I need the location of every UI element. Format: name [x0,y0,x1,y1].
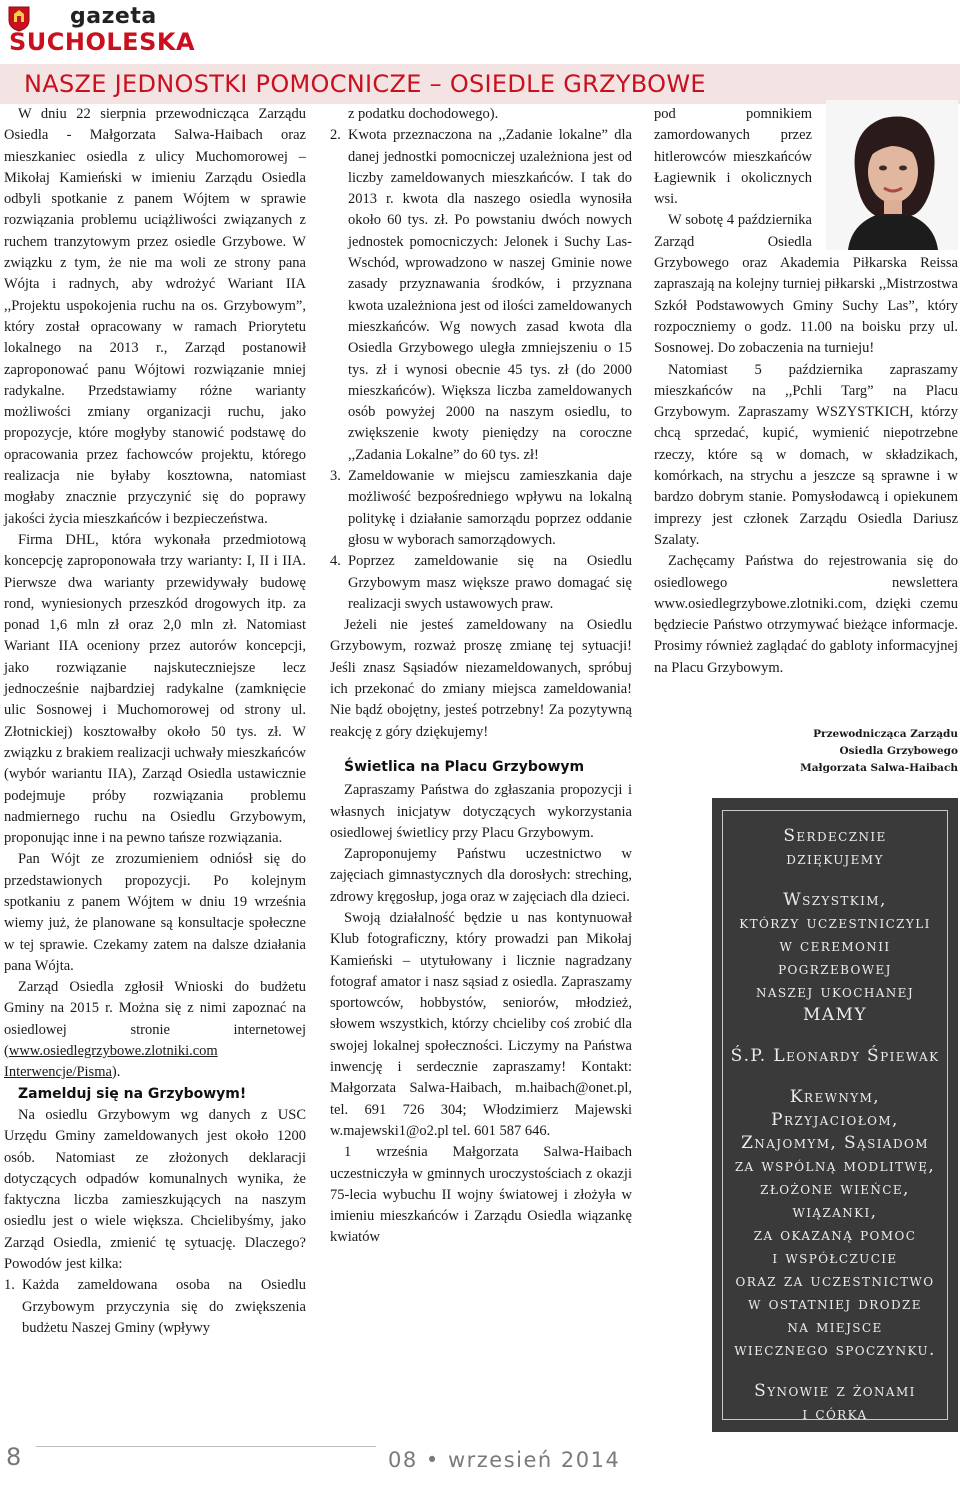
condolence-block-all [723,889,947,1027]
paragraph: 1 września Małgorzata Salwa-Haibach uczestniczyła w gminnych uroczystościach z okazji 75-lecia wybuchu II wojny światowej i złożyła w imieniu mieszkańców i Zarządu Osiedla wiązankę kwiatów [330,1144,632,1246]
issue-date: 08 • wrzesień 2014 [388,1448,621,1472]
subheading: Świetlica na Placu Grzybowym [344,758,585,775]
paragraph: Zapraszamy Państwa do zgłaszania propozycji i własnych inicjatyw dotyczących wykorzystania osiedlowej świetlicy przy Placu Grzybowym. [330,782,632,841]
condolence-line: na miejsce [787,1317,883,1337]
signature-block [800,726,958,777]
condolence-line: i córka [802,1404,868,1424]
list-item-text: Każda zameldowana osoba na Osiedlu Grzybowym przyczynia się do zwiększenia budżetu Naszej Gminy (wpływy [22,1277,306,1336]
portrait-photo [826,100,958,250]
paragraph: W dniu 22 sierpnia przewodnicząca Zarządu Osiedla - Małgorzata Salwa-Haibach oraz mieszkaniec osiedla z ulicy Muchomorowej – Mikołaj Kamieński w imieniu Zarządu Osiedla odbyli spotkanie z panem Wójtem w sprawie rozwiązania problemu uciążliwości związanych z ruchem tranzytowym przez osiedle Grzybowe. W związku z tym, że nie ma woli ze strony pana Wójta i radnych, aby wdrożyć Wariant IIA ,,Projektu uspokojenia ruchu na os. Grzybowym”, który został opracowany w ramach Priorytetu lokalnego na 2013 r., Zarząd postanowił zaproponować panu Wójtowi rozwiązanie mniej radykalne. Przedstawiamy różne warianty możliwości zmiany organizacji ruchu, jako propozycje, które mogłyby stanowić podstawę do opracowania przez fachowców projektu, którego realizacja nie byłaby kosztowna, natomiast mogłaby znacznie przyczynić się do poprawy jakości życia mieszkańców i bezpieczeństwa. [4,106,306,527]
condolence-line: wiecznego spoczynku. [734,1340,936,1360]
list-item-text: Zameldowanie w miejscu zamieszkania daje możliwość bezpośredniego wpływu na lokalną politykę i działanie samorządu poprzez oddanie głosu w wyborach samorządowych. [348,468,632,548]
subheading: Zamelduj się na Grzybowym! [18,1085,247,1102]
paragraph: Swoją działalność będzie u nas kontynuował Klub fotograficzny, który prowadzi pan Mikołaj Kamieński – utytułowany i licznie nagradzany fotograf amator i nasz sąsiad z osiedla. Zapraszamy sportowców, hobbystów, seniorów, młodzież, słowem wszystkich, którzy chcieliby coś zrobić dla swojej lokalnej społeczności. Liczymy na Państwa inwencję i serdecznie zapraszamy! Kontakt: Małgorzata Salwa-Haibach, m.haibach@onet.pl, tel. 691 726 304; Włodzimierz Majewski w.majewski1@o2.pl tel. 601 587 646. [330,909,632,1139]
list-item-text: Kwota przeznaczona na ,,Zadanie lokalne” dla danej jednostki pomocniczej uzależniona jest od liczby zameldowanych mieszkańców. I tak do 2013 r. kwota dla naszego osiedla wynosiła około 60 tys. zł. Po powstaniu dwóch nowych jednostek pomocniczych: Jelonek i Suchy Las-Wschód, wprowadzono w naszej Gminie nowe zasady przyznawania środków, i przyznana kwota uzależniona jest od ilości zameldowanych mieszkańców. Wg nowych zasad kwota dla Osiedla Grzybowego uległa zmniejszeniu o 15 tys. zł i wynosi obecnie 45 tys. zł (do 2000 mieszkańców). Większa liczba zameldowanych osób powyżej 2000 na naszym osiedlu, to zwiększenie kwoty pieniędzy na coroczne ,,Zadania Lokalne” do 60 tys. zł! [348,127,632,463]
condolence-line: Serdecznie [783,826,887,846]
section-title: NASZE JEDNOSTKI POMOCNICZE – OSIEDLE GRZYBOWE [24,70,706,98]
paragraph: Zachęcamy Państwa do rejestrowania się do osiedlowego newslettera www.osiedlegrzybowe.zlotniki.com, dzięki czemu będziecie Państwo otrzymywać bieżące informacje. Prosimy również zaglądać do gabloty informacyjnej na Placu Grzybowym. [654,553,958,676]
condolence-line: Wszystkim, [783,890,887,910]
condolence-line: w ceremonii pogrzebowej [778,936,892,979]
portrait-image [826,100,958,250]
condolence-block-signed [723,1380,947,1426]
signature-org: Osiedla Grzybowego [839,745,958,757]
condolence-line: złożone wieńce, [760,1179,910,1199]
condolence-frame [722,810,948,1424]
condolence-line: Synowie z żonami [754,1381,916,1401]
footer-divider [36,1446,376,1447]
paragraph: Natomiast 5 października zapraszamy mieszkańców na ,,Pchli Targ” na Placu Grzybowym. Zapraszamy WSZYSTKICH, którzy chcą sprzedać, kupić, wymienić niepotrzebne rzeczy, które są w domach, w składzikach, komórkach, na strychu a jeszcze są sprawne i w bardzo dobrym stanie. Pomysłodawcą i opiekunem imprezy jest członek Zarządu Osiedla Dariusz Szalaty. [654,361,958,548]
article-column-1 [4,104,306,1339]
condolence-line: w ostatniej drodze [748,1294,922,1314]
paragraph: Zaproponujemy Państwu uczestnictwo w zajęciach gimnastycznych dla dorosłych: streching, zdrowy kręgosłup, joga oraz w zajęciach dla dzieci. [330,846,632,905]
list-item-continued: z podatku dochodowego). [348,106,499,122]
condolence-line: Znajomym, Sąsiadom [741,1133,929,1153]
condolence-line: za okazaną pomoc [753,1225,917,1245]
list-number: 2. [330,127,341,144]
condolence-line: za wspólną modlitwę, [734,1156,936,1176]
condolence-line: naszej ukochanej MAMY [755,982,915,1025]
article-column-2 [330,104,632,1249]
masthead-logo [8,4,196,56]
signature-title: Przewodnicząca Zarządu [813,728,958,740]
paragraph: pod pomnikiem zamordowanych przez hitlerowców mieszkańców Łagiewnik i okolicznych wsi. [654,106,812,208]
condolence-line: i współczucie [772,1248,898,1268]
condolence-notice [712,798,958,1432]
website-link[interactable]: www.osiedlegrzybowe.zlotniki.com Interwencje/Pisma [4,1043,218,1081]
condolence-block-thanks [723,825,947,871]
list-item [4,1275,306,1339]
paragraph [4,977,306,1083]
list-item-text: Poprzez zameldowanie się na Osiedlu Grzybowym masz większe prawo domagać się realizacji swych ustawowych praw. [348,553,632,612]
condolence-block-deceased [723,1045,947,1068]
condolence-line: którzy uczestniczyli [739,913,931,933]
paragraph: Jeżeli nie jesteś zameldowany na Osiedlu Grzybowym, rozważ proszę zmianę tej sytuacji! Jeśli znasz Sąsiadów niezameldowanych, spróbuj ich przekonać do zmiany miejsca zameldowania! Nie bądź obojętny, jesteś potrzebny! Za pozytywną reakcję z góry dziękujemy! [330,617,632,740]
masthead-title: SUCHOLESKA [9,28,196,56]
condolence-line: wiązanki, [792,1202,878,1222]
paragraph: W sobotę 4 października Zarząd Osiedla Grzybowego oraz Akademia Piłkarska Reissa zapraszają na kolejny turniej piłkarski ,,Mistrzostwa Szkół Podstawowych Gminy Suchy Las”, który rozpoczniemy o godz. 11.00 na boisku przy ul. Sosnowej. Do zobaczenia na turnieju! [654,212,958,357]
paragraph: Na osiedlu Grzybowym wg danych z USC Urzędu Gminy zameldowanych jest około 1200 osób. Natomiast ze złożonych deklaracji dotyczących odpadów komunalnych wynika, że faktyczna liczba zamieszkujących na naszym osiedlu jest o wiele większa. Chcielibyśmy, jako Zarząd Osiedla, zmienić tę sytuację. Dlaczego? Powodów jest kilka: [4,1106,306,1273]
list-number: 3. [330,468,341,485]
condolence-line: oraz za uczestnictwo [735,1271,935,1291]
condolence-line: Krewnym, Przyjaciołom, [771,1087,899,1130]
paragraph: Pan Wójt ze zrozumieniem odniósł się do przedstawionych propozycji. Po kolejnym spotkaniu z panem Wójtem w dniu 19 września wiemy już, że planowane są konsultacje społeczne w tej sprawie. Czekamy zatem na dalsze działania pana Wójta. [4,851,306,974]
paragraph: Firma DHL, która wykonała przedmiotową koncepcję zaproponowała trzy warianty: I, II i IIA. Pierwsze dwa warianty przewidywały budowę rond, wyniesionych przeszkód drogowych itp. za ponad 1,6 mln zł oraz 2,0 mln zł. Natomiast Wariant IIA oceniony przez autorów koncepcji, jako rozwiązanie najskuteczniejsze lecz jednocześnie najbardziej radykalne (zamknięcie ulic Sosnowej i Muchomorowej od strony ul. Złotnickiej) kosztowałby około 50 tys. zł. W związku z brakiem realizacji uchwały mieszkańców (wybór wariantu IIA), Zarząd Osiedla ustawicznie podejmuje próby rozwiązania problemu nadmiernego ruchu na Osiedlu Grzybowym, proponując inne i na pewno tańsze rozwiązania. [4,531,306,847]
masthead-gazeta: gazeta [70,4,157,29]
list-item [330,466,632,551]
condolence-line: Ś.P. Leonardy Śpiewak [730,1046,940,1066]
paragraph-text: ). [111,1064,121,1081]
signature-name: Małgorzata Salwa-Haibach [800,762,958,774]
condolence-block-thanks-list [723,1086,947,1362]
paragraph-text: Zarząd Osiedla zgłosił Wnioski do budżetu Gminy na 2015 r. Można się z nimi zapoznać na osiedlowej stronie internetowej ( [4,979,306,1060]
list-number: 4. [330,553,341,570]
list-number: 1. [4,1277,15,1294]
list-item [330,551,632,615]
condolence-line: dziękujemy [786,849,884,869]
page-number: 8 [6,1443,22,1471]
list-item [330,125,632,466]
